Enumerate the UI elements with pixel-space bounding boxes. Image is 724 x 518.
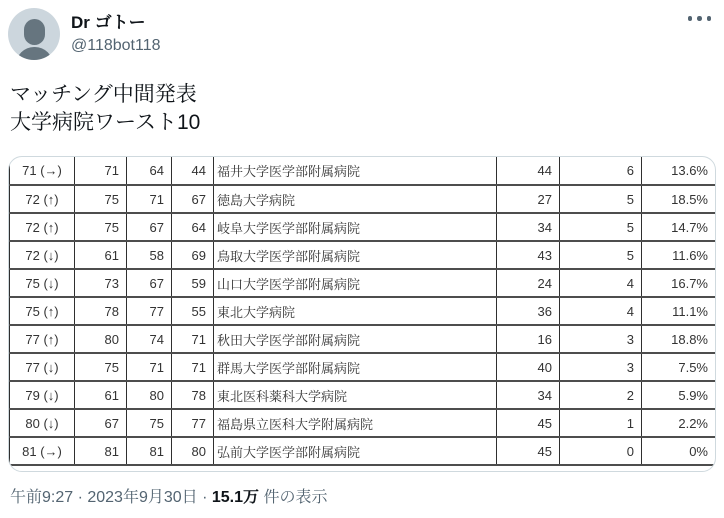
num-cell: 45 — [497, 437, 560, 465]
num-cell: 67 — [75, 409, 127, 437]
tweet-text-line: マッチング中間発表 — [10, 83, 197, 106]
num-cell: 75 — [127, 409, 172, 437]
num-cell: 77 — [172, 409, 214, 437]
hospital-cell: 秋田大学医学部附属病院 — [214, 325, 497, 353]
rank-cell: 81 (→) — [10, 437, 75, 465]
hospital-cell: 鳥取大学医学部附属病院 — [214, 241, 497, 269]
timestamp: 午前9:27 · 2023年9月30日 · — [10, 489, 212, 506]
num-cell: 80 — [127, 381, 172, 409]
num-cell: 64 — [127, 157, 172, 185]
num-cell: 75 — [75, 353, 127, 381]
avatar-person-icon — [24, 19, 45, 45]
hospital-cell: 東北医科薬科大学病院 — [214, 381, 497, 409]
num-cell: 71 — [172, 325, 214, 353]
display-name[interactable]: Dr ゴトー — [71, 13, 146, 32]
rank-cell: 75 (↓) — [10, 269, 75, 297]
num-cell: 71 — [75, 157, 127, 185]
table-row — [10, 353, 716, 381]
views-count: 15.1万 — [211, 489, 260, 506]
num-cell: 44 — [172, 157, 214, 185]
hospital-cell: 東北大学病院 — [214, 297, 497, 325]
num-cell: 74 — [127, 325, 172, 353]
num-cell: 58 — [127, 241, 172, 269]
user-handle[interactable]: @118bot118 — [71, 37, 161, 54]
num-cell: 55 — [172, 297, 214, 325]
pct-cell: 7.5% — [642, 353, 716, 381]
table-row — [10, 213, 716, 241]
rank-cell: 71 (→) — [10, 157, 75, 185]
num-cell: 44 — [497, 157, 560, 185]
num-cell: 34 — [497, 381, 560, 409]
pct-cell: 13.6% — [642, 157, 716, 185]
rank-cell: 80 (↓) — [10, 409, 75, 437]
rank-cell: 72 (↑) — [10, 185, 75, 213]
num-cell: 67 — [172, 185, 214, 213]
hospital-cell: 福島県立医科大学附属病院 — [214, 409, 497, 437]
num-cell: 1 — [560, 409, 642, 437]
num-cell: 43 — [497, 241, 560, 269]
table-row — [10, 241, 716, 269]
num-cell: 61 — [75, 381, 127, 409]
num-cell: 75 — [75, 185, 127, 213]
table-row — [10, 269, 716, 297]
num-cell: 5 — [560, 213, 642, 241]
table-row — [10, 325, 716, 353]
rank-cell: 72 (↓) — [10, 241, 75, 269]
table-row — [10, 157, 716, 185]
table-row — [10, 185, 716, 213]
hospital-cell: 徳島大学病院 — [214, 185, 497, 213]
num-cell: 5 — [560, 241, 642, 269]
ranking-table — [9, 157, 716, 466]
pct-cell: 16.7% — [642, 269, 716, 297]
avatar-person-icon-shoulders — [16, 47, 53, 60]
pct-cell: 11.6% — [642, 241, 716, 269]
num-cell: 81 — [75, 437, 127, 465]
hospital-cell: 弘前大学医学部附属病院 — [214, 437, 497, 465]
table-row — [10, 437, 716, 465]
num-cell: 81 — [127, 437, 172, 465]
num-cell: 40 — [497, 353, 560, 381]
num-cell: 4 — [560, 269, 642, 297]
avatar[interactable] — [8, 8, 60, 60]
tweet-text-line: 大学病院ワースト10 — [10, 111, 201, 134]
tweet-text — [10, 81, 714, 137]
num-cell: 34 — [497, 213, 560, 241]
num-cell: 69 — [172, 241, 214, 269]
rank-cell: 77 (↓) — [10, 353, 75, 381]
tweet-meta — [10, 488, 714, 508]
pct-cell: 5.9% — [642, 381, 716, 409]
num-cell: 4 — [560, 297, 642, 325]
ellipsis-icon — [688, 16, 693, 21]
num-cell: 6 — [560, 157, 642, 185]
more-button[interactable] — [686, 14, 714, 23]
hospital-cell: 山口大学医学部附属病院 — [214, 269, 497, 297]
pct-cell: 0% — [642, 437, 716, 465]
num-cell: 2 — [560, 381, 642, 409]
tweet-header — [8, 8, 714, 60]
num-cell: 16 — [497, 325, 560, 353]
num-cell: 71 — [127, 353, 172, 381]
num-cell: 80 — [75, 325, 127, 353]
num-cell: 75 — [75, 213, 127, 241]
user-identity — [71, 8, 161, 56]
num-cell: 5 — [560, 185, 642, 213]
num-cell: 78 — [75, 297, 127, 325]
ellipsis-icon — [707, 16, 712, 21]
num-cell: 67 — [127, 269, 172, 297]
num-cell: 80 — [172, 437, 214, 465]
num-cell: 61 — [75, 241, 127, 269]
num-cell: 24 — [497, 269, 560, 297]
hospital-cell: 福井大学医学部附属病院 — [214, 157, 497, 185]
table-row — [10, 381, 716, 409]
num-cell: 3 — [560, 325, 642, 353]
pct-cell: 18.8% — [642, 325, 716, 353]
hospital-cell: 群馬大学医学部附属病院 — [214, 353, 497, 381]
num-cell: 0 — [560, 437, 642, 465]
rank-cell: 75 (↑) — [10, 297, 75, 325]
hospital-cell: 岐阜大学医学部附属病院 — [214, 213, 497, 241]
views-label: 件の表示 — [259, 489, 328, 506]
table-row — [10, 297, 716, 325]
ellipsis-icon — [697, 16, 702, 21]
num-cell: 73 — [75, 269, 127, 297]
rank-cell: 77 (↑) — [10, 325, 75, 353]
num-cell: 27 — [497, 185, 560, 213]
table-row — [10, 409, 716, 437]
num-cell: 77 — [127, 297, 172, 325]
pct-cell: 14.7% — [642, 213, 716, 241]
num-cell: 71 — [172, 353, 214, 381]
pct-cell: 11.1% — [642, 297, 716, 325]
rank-cell: 72 (↑) — [10, 213, 75, 241]
num-cell: 36 — [497, 297, 560, 325]
rank-cell: 79 (↓) — [10, 381, 75, 409]
tweet-image-table[interactable] — [8, 156, 716, 472]
num-cell: 45 — [497, 409, 560, 437]
num-cell: 78 — [172, 381, 214, 409]
num-cell: 67 — [127, 213, 172, 241]
pct-cell: 2.2% — [642, 409, 716, 437]
num-cell: 64 — [172, 213, 214, 241]
pct-cell: 18.5% — [642, 185, 716, 213]
num-cell: 59 — [172, 269, 214, 297]
num-cell: 3 — [560, 353, 642, 381]
num-cell: 71 — [127, 185, 172, 213]
